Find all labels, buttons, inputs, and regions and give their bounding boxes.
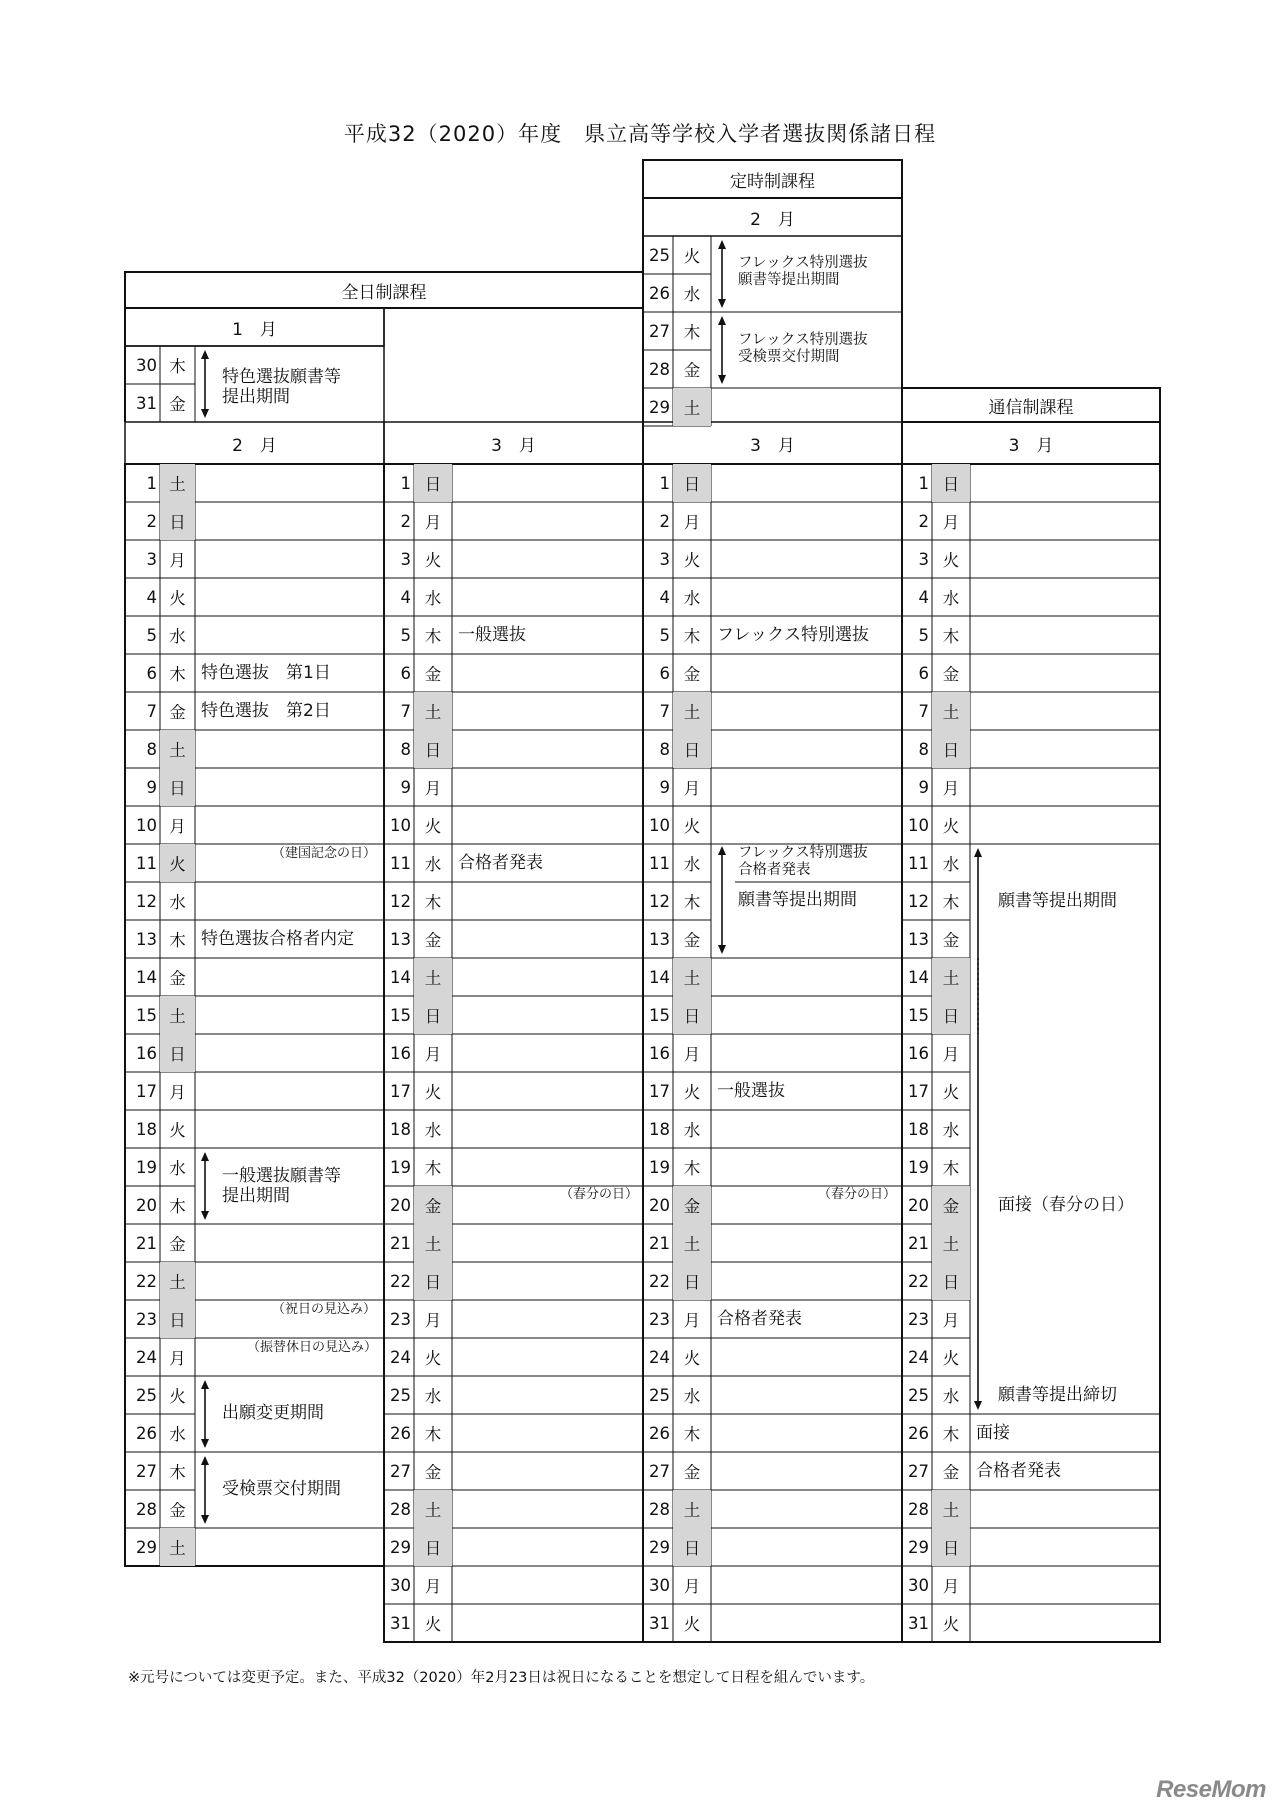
z-feb-day-number: 17	[136, 1081, 157, 1101]
s3-mar-weekday: 月	[942, 513, 960, 532]
t3-mar-day-number: 11	[649, 853, 670, 873]
t3-mar-weekday: 火	[683, 551, 701, 570]
teiji-feb-header: 2 月	[750, 209, 795, 230]
s3-mar-day-number: 25	[908, 1385, 929, 1405]
z-feb-day-number: 5	[146, 625, 157, 645]
z3-mar-weekday: 木	[424, 1159, 442, 1178]
z-feb-11-note: （建国記念の日）	[272, 846, 377, 861]
t3-mar-day-number: 10	[649, 815, 670, 835]
z3-mar-day-number: 24	[390, 1347, 411, 1367]
z-feb-day-number: 12	[136, 891, 157, 911]
t-feb-day-number: 29	[649, 397, 670, 417]
s3-mar-weekday: 火	[942, 817, 960, 836]
z-feb-day-number: 24	[136, 1347, 157, 1367]
z-feb-25-period-text: 出願変更期間	[222, 1403, 324, 1423]
z-feb-weekday: 火	[160, 844, 195, 882]
z-feb-weekday: 金	[169, 1501, 186, 1520]
s3-mar-day-number: 3	[918, 549, 929, 569]
z-feb-weekday: 日	[160, 502, 195, 540]
t3-mar-weekday: 土	[673, 1490, 711, 1528]
z3-mar-weekday: 日	[414, 996, 452, 1034]
z3-mar-day-number: 29	[390, 1537, 411, 1557]
z-feb-day-number: 16	[136, 1043, 157, 1063]
z3-mar-day-number: 6	[400, 663, 411, 683]
s3-mar-weekday: 金	[942, 1463, 960, 1482]
z3-mar-day-number: 10	[390, 815, 411, 835]
s3-mar-day-number: 15	[908, 1005, 929, 1025]
z3-mar-weekday: 火	[424, 1083, 442, 1102]
zennichi-jan-header: 1 月	[232, 319, 277, 340]
s3-mar-weekday: 月	[942, 1311, 960, 1330]
s3-mar-day-number: 29	[908, 1537, 929, 1557]
s3-mar-day-number: 4	[918, 587, 929, 607]
z3-mar-day-number: 27	[390, 1461, 411, 1481]
s3-mar-weekday: 土	[932, 1224, 970, 1262]
t3-mar-weekday: 木	[683, 1159, 701, 1178]
z-feb-day-number: 7	[146, 701, 157, 721]
z3-mar-day-number: 3	[400, 549, 411, 569]
s3-mar-weekday: 日	[932, 730, 970, 768]
z-feb-weekday: 日	[160, 768, 195, 806]
t3-mar-day-number: 17	[649, 1081, 670, 1101]
tsushin-mar-header: 3 月	[1008, 435, 1054, 456]
z-mar-20-note: （春分の日）	[560, 1187, 639, 1202]
t3-mar-day-number: 15	[649, 1005, 670, 1025]
t3-mar-day-number: 22	[649, 1271, 670, 1291]
zennichi-header: 全日制課程	[341, 282, 427, 303]
z-feb-weekday: 月	[169, 1083, 186, 1102]
z-feb-weekday: 水	[169, 627, 186, 646]
s3-mar-day-number: 13	[908, 929, 929, 949]
z-feb-day-number: 1	[146, 473, 157, 493]
t3-mar-day-number: 8	[659, 739, 670, 759]
t3-mar-day-number: 6	[659, 663, 670, 683]
z-feb-weekday: 日	[160, 1300, 195, 1338]
z3-mar-weekday: 土	[414, 692, 452, 730]
t3-mar-weekday: 水	[683, 589, 701, 608]
footnote: ※元号については変更予定。また、平成32（2020）年2月23日は祝日になることを想定して日程を組んでいます。	[128, 1670, 875, 1686]
t3-mar-day-number: 20	[649, 1195, 670, 1215]
t-mar-23-event: 合格者発表	[717, 1309, 802, 1329]
t3-mar-weekday: 水	[683, 855, 701, 874]
t-feb-day-number: 28	[649, 359, 670, 379]
t-feb-day-number: 27	[649, 321, 670, 341]
z3-mar-day-number: 31	[390, 1613, 411, 1633]
z3-mar-weekday: 月	[424, 513, 442, 532]
t3-mar-day-number: 27	[649, 1461, 670, 1481]
t3-mar-weekday: 月	[683, 1311, 701, 1330]
t3-mar-weekday: 土	[673, 958, 711, 996]
s3-mar-weekday: 月	[942, 1577, 960, 1596]
t3-mar-day-number: 29	[649, 1537, 670, 1557]
s3-mar-weekday: 木	[942, 627, 960, 646]
z-feb-weekday: 金	[169, 703, 186, 722]
z-feb-day-number: 3	[146, 549, 157, 569]
z-feb-weekday: 土	[160, 730, 195, 768]
z-feb-weekday: 木	[169, 665, 186, 684]
z3-mar-weekday: 月	[424, 779, 442, 798]
s3-mar-weekday: 火	[942, 1083, 960, 1102]
t-feb-25-period-text: フレックス特別選抜 願書等提出期間	[738, 255, 868, 288]
z3-mar-day-number: 1	[400, 473, 411, 493]
z-feb-weekday: 月	[169, 551, 186, 570]
t3-mar-weekday: 金	[673, 1186, 711, 1224]
z-jan-period-text: 特色選抜願書等 提出期間	[222, 367, 341, 407]
s-mar-25-event: 願書等提出締切	[998, 1385, 1117, 1405]
page-title: 平成32（2020）年度 県立高等学校入学者選抜関係諸日程	[343, 122, 937, 146]
s3-mar-day-number: 22	[908, 1271, 929, 1291]
z3-mar-day-number: 13	[390, 929, 411, 949]
t3-mar-day-number: 4	[659, 587, 670, 607]
z3-mar-day-number: 4	[400, 587, 411, 607]
z3-mar-day-number: 5	[400, 625, 411, 645]
t3-mar-day-number: 13	[649, 929, 670, 949]
s3-mar-weekday: 日	[932, 464, 970, 502]
s3-mar-weekday: 火	[942, 551, 960, 570]
s3-mar-weekday: 金	[932, 1186, 970, 1224]
t3-mar-weekday: 金	[683, 931, 701, 950]
z3-mar-weekday: 水	[424, 1387, 442, 1406]
z-feb-day-number: 25	[136, 1385, 157, 1405]
s3-mar-weekday: 日	[932, 996, 970, 1034]
z3-mar-weekday: 火	[424, 1615, 442, 1634]
z3-mar-weekday: 水	[424, 1121, 442, 1140]
s-mar-12-period-text: 願書等提出期間	[998, 891, 1117, 911]
z3-mar-day-number: 8	[400, 739, 411, 759]
z3-mar-weekday: 日	[414, 1528, 452, 1566]
teiji-header: 定時制課程	[730, 171, 815, 192]
s3-mar-weekday: 火	[942, 1349, 960, 1368]
t3-mar-weekday: 火	[683, 1349, 701, 1368]
s3-mar-day-number: 14	[908, 967, 929, 987]
t3-mar-weekday: 木	[683, 627, 701, 646]
s3-mar-day-number: 2	[918, 511, 929, 531]
z3-mar-weekday: 日	[414, 730, 452, 768]
z-feb-6-event: 特色選抜 第1日	[201, 663, 331, 683]
s3-mar-weekday: 土	[932, 958, 970, 996]
z-feb-24-note: （振替休日の見込み）	[247, 1340, 378, 1355]
t3-mar-day-number: 31	[649, 1613, 670, 1633]
s3-mar-day-number: 18	[908, 1119, 929, 1139]
s3-mar-weekday: 水	[942, 589, 960, 608]
t-feb-weekday: 木	[683, 323, 701, 342]
z3-mar-weekday: 木	[424, 893, 442, 912]
z-feb-day-number: 2	[146, 511, 157, 531]
z-feb-weekday: 金	[169, 969, 186, 988]
t3-mar-weekday: 火	[683, 817, 701, 836]
s3-mar-weekday: 土	[932, 1490, 970, 1528]
z3-mar-day-number: 22	[390, 1271, 411, 1291]
z-feb-day-number: 21	[136, 1233, 157, 1253]
t3-mar-day-number: 2	[659, 511, 670, 531]
z-feb-23-note: （祝日の見込み）	[272, 1302, 377, 1317]
z3-mar-weekday: 土	[414, 958, 452, 996]
z3-mar-day-number: 30	[390, 1575, 411, 1595]
s3-mar-weekday: 月	[942, 779, 960, 798]
t3-mar-weekday: 火	[683, 1615, 701, 1634]
z3-mar-weekday: 日	[414, 1262, 452, 1300]
s3-mar-day-number: 30	[908, 1575, 929, 1595]
s3-mar-weekday: 日	[932, 1528, 970, 1566]
t3-mar-weekday: 水	[683, 1387, 701, 1406]
t-feb-day-number: 25	[649, 245, 670, 265]
z-feb-day-number: 14	[136, 967, 157, 987]
t3-mar-weekday: 木	[683, 1425, 701, 1444]
z-feb-day-number: 27	[136, 1461, 157, 1481]
t3-mar-weekday: 日	[673, 1262, 711, 1300]
s3-mar-day-number: 26	[908, 1423, 929, 1443]
s3-mar-day-number: 11	[908, 853, 929, 873]
s3-mar-day-number: 17	[908, 1081, 929, 1101]
z3-mar-day-number: 26	[390, 1423, 411, 1443]
z3-mar-day-number: 16	[390, 1043, 411, 1063]
t-feb-weekday: 土	[673, 388, 711, 426]
z3-mar-day-number: 18	[390, 1119, 411, 1139]
s3-mar-weekday: 水	[942, 1387, 960, 1406]
z3-mar-day-number: 2	[400, 511, 411, 531]
s3-mar-day-number: 5	[918, 625, 929, 645]
z-feb-weekday: 火	[169, 589, 186, 608]
t3-mar-weekday: 金	[683, 665, 701, 684]
s-mar-26-event: 面接	[976, 1423, 1010, 1443]
z-jan-day-number: 30	[136, 355, 157, 375]
z-feb-day-number: 29	[136, 1537, 157, 1557]
t3-mar-day-number: 28	[649, 1499, 670, 1519]
s3-mar-weekday: 金	[942, 931, 960, 950]
s3-mar-weekday: 水	[942, 855, 960, 874]
t3-mar-weekday: 日	[673, 1528, 711, 1566]
t3-mar-weekday: 金	[683, 1463, 701, 1482]
t3-mar-day-number: 5	[659, 625, 670, 645]
s3-mar-day-number: 16	[908, 1043, 929, 1063]
z-feb-weekday: 金	[169, 1235, 186, 1254]
z-feb-day-number: 23	[136, 1309, 157, 1329]
z3-mar-weekday: 水	[424, 855, 442, 874]
z3-mar-day-number: 20	[390, 1195, 411, 1215]
t3-mar-weekday: 火	[683, 1083, 701, 1102]
t3-mar-weekday: 月	[683, 1577, 701, 1596]
z-feb-weekday: 水	[169, 893, 186, 912]
z3-mar-weekday: 火	[424, 1349, 442, 1368]
z-feb-day-number: 6	[146, 663, 157, 683]
t3-mar-day-number: 18	[649, 1119, 670, 1139]
z3-mar-weekday: 日	[414, 464, 452, 502]
z-feb-day-number: 9	[146, 777, 157, 797]
z-feb-day-number: 28	[136, 1499, 157, 1519]
z-feb-weekday: 月	[169, 1349, 186, 1368]
t-mar-12-period-text: 願書等提出期間	[738, 890, 857, 910]
z3-mar-day-number: 23	[390, 1309, 411, 1329]
z-feb-19-period-text: 一般選抜願書等 提出期間	[222, 1166, 341, 1206]
z-feb-7-event: 特色選抜 第2日	[201, 701, 331, 721]
brand-logo: ReseMom	[1156, 1776, 1266, 1803]
z3-mar-day-number: 14	[390, 967, 411, 987]
z-feb-weekday: 木	[169, 1197, 186, 1216]
s3-mar-weekday: 水	[942, 1121, 960, 1140]
s3-mar-day-number: 23	[908, 1309, 929, 1329]
t3-mar-weekday: 水	[683, 1121, 701, 1140]
z-jan-day-number: 31	[136, 393, 157, 413]
z-feb-day-number: 11	[136, 853, 157, 873]
z-feb-weekday: 火	[169, 1121, 186, 1140]
s3-mar-day-number: 31	[908, 1613, 929, 1633]
t3-mar-day-number: 7	[659, 701, 670, 721]
z-feb-weekday: 土	[160, 996, 195, 1034]
s3-mar-weekday: 金	[942, 665, 960, 684]
z3-mar-day-number: 28	[390, 1499, 411, 1519]
z-feb-weekday: 水	[169, 1425, 186, 1444]
t-feb-day-number: 26	[649, 283, 670, 303]
t-feb-weekday: 水	[683, 285, 701, 304]
s3-mar-weekday: 月	[942, 1045, 960, 1064]
z3-mar-day-number: 15	[390, 1005, 411, 1025]
t3-mar-weekday: 日	[673, 464, 711, 502]
z-feb-day-number: 8	[146, 739, 157, 759]
z-feb-weekday: 日	[160, 1034, 195, 1072]
z3-mar-weekday: 月	[424, 1577, 442, 1596]
t3-mar-day-number: 16	[649, 1043, 670, 1063]
z-feb-weekday: 火	[169, 1387, 186, 1406]
z3-mar-weekday: 金	[424, 1463, 442, 1482]
t3-mar-weekday: 土	[673, 692, 711, 730]
zennichi-mar-header: 3 月	[491, 435, 536, 456]
z3-mar-day-number: 7	[400, 701, 411, 721]
z-feb-27-period-text: 受検票交付期間	[222, 1479, 341, 1499]
z-jan-weekday: 金	[169, 395, 186, 414]
t3-mar-weekday: 月	[683, 513, 701, 532]
t-feb-weekday: 金	[683, 361, 701, 380]
z3-mar-day-number: 12	[390, 891, 411, 911]
s3-mar-weekday: 日	[932, 1262, 970, 1300]
t-mar-20-note: （春分の日）	[818, 1187, 897, 1202]
t3-mar-day-number: 30	[649, 1575, 670, 1595]
z-feb-day-number: 4	[146, 587, 157, 607]
s3-mar-day-number: 21	[908, 1233, 929, 1253]
t3-mar-day-number: 24	[649, 1347, 670, 1367]
t-feb-27-period-text: フレックス特別選抜 受検票交付期間	[738, 332, 868, 365]
z-feb-day-number: 26	[136, 1423, 157, 1443]
z3-mar-weekday: 木	[424, 627, 442, 646]
s3-mar-day-number: 1	[918, 473, 929, 493]
t3-mar-weekday: 日	[673, 996, 711, 1034]
z3-mar-weekday: 火	[424, 551, 442, 570]
s-mar-27-event: 合格者発表	[976, 1461, 1061, 1481]
s3-mar-weekday: 土	[932, 692, 970, 730]
s3-mar-day-number: 12	[908, 891, 929, 911]
t3-mar-day-number: 1	[659, 473, 670, 493]
s3-mar-weekday: 火	[942, 1615, 960, 1634]
z3-mar-weekday: 月	[424, 1045, 442, 1064]
s3-mar-day-number: 20	[908, 1195, 929, 1215]
s3-mar-day-number: 28	[908, 1499, 929, 1519]
s3-mar-weekday: 木	[942, 893, 960, 912]
z-feb-13-event: 特色選抜合格者内定	[201, 929, 354, 949]
s3-mar-day-number: 6	[918, 663, 929, 683]
z-mar-11-event: 合格者発表	[458, 853, 543, 873]
z3-mar-weekday: 土	[414, 1224, 452, 1262]
t3-mar-weekday: 日	[673, 730, 711, 768]
s3-mar-day-number: 9	[918, 777, 929, 797]
t3-mar-day-number: 26	[649, 1423, 670, 1443]
s3-mar-weekday: 木	[942, 1159, 960, 1178]
z-feb-day-number: 13	[136, 929, 157, 949]
z3-mar-weekday: 水	[424, 589, 442, 608]
t-mar-11-event: フレックス特別選抜 合格者発表	[738, 845, 868, 878]
z3-mar-day-number: 11	[390, 853, 411, 873]
z-feb-weekday: 木	[169, 931, 186, 950]
z-feb-day-number: 10	[136, 815, 157, 835]
teiji-mar-header: 3 月	[750, 435, 795, 456]
t-mar-17-event: 一般選抜	[717, 1081, 785, 1101]
s3-mar-day-number: 24	[908, 1347, 929, 1367]
z-feb-day-number: 22	[136, 1271, 157, 1291]
t3-mar-weekday: 月	[683, 779, 701, 798]
z3-mar-weekday: 月	[424, 1311, 442, 1330]
zennichi-feb-header: 2 月	[232, 435, 277, 456]
z-feb-weekday: 土	[160, 464, 195, 502]
z-mar-5-event: 一般選抜	[458, 625, 526, 645]
s-mar-20-event: 面接（春分の日）	[998, 1195, 1134, 1215]
s3-mar-day-number: 27	[908, 1461, 929, 1481]
z3-mar-weekday: 金	[414, 1186, 452, 1224]
t3-mar-day-number: 12	[649, 891, 670, 911]
z-feb-day-number: 15	[136, 1005, 157, 1025]
t3-mar-day-number: 23	[649, 1309, 670, 1329]
t3-mar-weekday: 木	[683, 893, 701, 912]
z3-mar-weekday: 火	[424, 817, 442, 836]
z3-mar-day-number: 9	[400, 777, 411, 797]
z-feb-day-number: 20	[136, 1195, 157, 1215]
s3-mar-day-number: 10	[908, 815, 929, 835]
t-feb-weekday: 火	[683, 247, 701, 266]
z-feb-weekday: 水	[169, 1159, 186, 1178]
z-feb-weekday: 月	[169, 817, 186, 836]
z3-mar-weekday: 木	[424, 1425, 442, 1444]
z-jan-weekday: 木	[169, 357, 186, 376]
tsushin-header: 通信制課程	[988, 397, 1074, 418]
z3-mar-day-number: 19	[390, 1157, 411, 1177]
t3-mar-weekday: 土	[673, 1224, 711, 1262]
t3-mar-day-number: 25	[649, 1385, 670, 1405]
z3-mar-weekday: 金	[424, 665, 442, 684]
s3-mar-day-number: 19	[908, 1157, 929, 1177]
t-mar-5-event: フレックス特別選抜	[717, 625, 869, 645]
z3-mar-weekday: 土	[414, 1490, 452, 1528]
s3-mar-day-number: 7	[918, 701, 929, 721]
t3-mar-day-number: 14	[649, 967, 670, 987]
z-feb-weekday: 土	[160, 1262, 195, 1300]
z3-mar-weekday: 金	[424, 931, 442, 950]
z-feb-day-number: 19	[136, 1157, 157, 1177]
z3-mar-day-number: 25	[390, 1385, 411, 1405]
s3-mar-weekday: 木	[942, 1425, 960, 1444]
z3-mar-day-number: 17	[390, 1081, 411, 1101]
t3-mar-day-number: 9	[659, 777, 670, 797]
t3-mar-day-number: 19	[649, 1157, 670, 1177]
z-feb-weekday: 土	[160, 1528, 195, 1566]
z-feb-day-number: 18	[136, 1119, 157, 1139]
z-feb-weekday: 木	[169, 1463, 186, 1482]
t3-mar-day-number: 21	[649, 1233, 670, 1253]
s3-mar-day-number: 8	[918, 739, 929, 759]
t3-mar-day-number: 3	[659, 549, 670, 569]
z3-mar-day-number: 21	[390, 1233, 411, 1253]
t3-mar-weekday: 月	[683, 1045, 701, 1064]
